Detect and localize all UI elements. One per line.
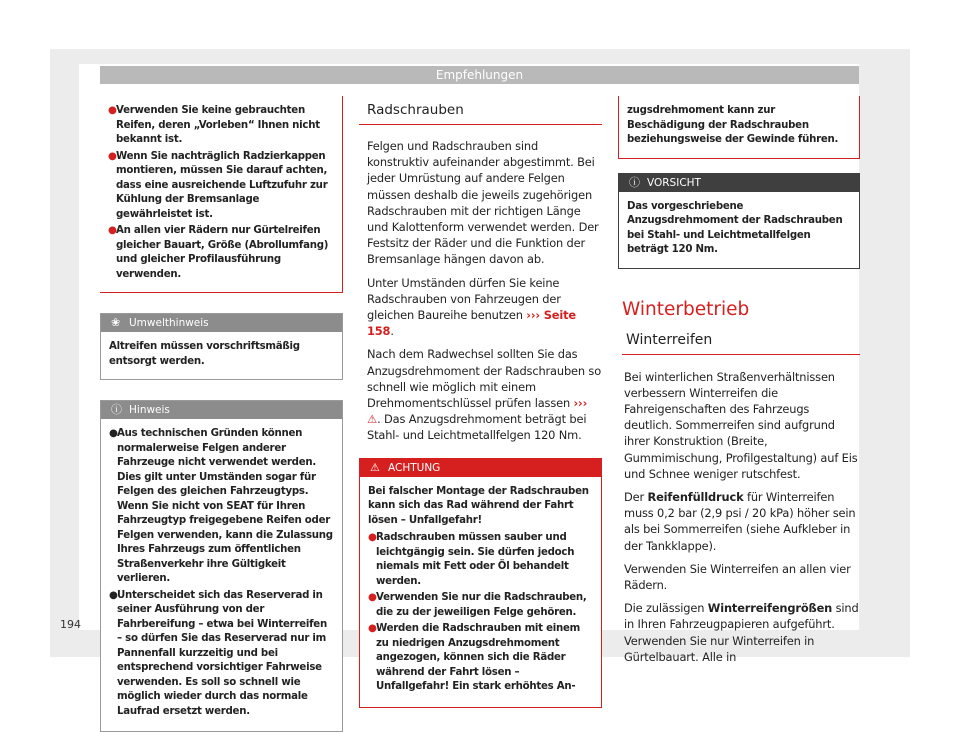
list-item: ● Werden die Radschrauben mit einem zu niedrigen Anzugsdrehmoment angezogen, können sich die Räder während der Fahrt lösen – Unfallgefahr! Ein stark erhöhtes An- [368,623,581,693]
warning-continuation-box [100,96,343,293]
list-item: ● Wenn Sie nachträglich Radzierkappen montieren, müssen Sie darauf achten, dass eine ausreichende Luftzufuhr zur Kühlung der Bremsanlage gewährleistet ist. [108,150,328,220]
continuation-text: zugsdrehmoment kann zur Beschädigung der Radschrauben beziehungsweise der Gewinde führen. [627,105,839,145]
paragraph: Nach dem Radwechsel sollten Sie das Anzugsdrehmoment der Radschrauben so schnell wie möglich mit einem Drehmomentschlüssel prüfen lassen ››› ⚠. Das Anzugsdrehmoment beträgt bei Stahl- und Leichtmetallfelgen 120 Nm. [367,347,602,443]
chapter-title: Winterbetrieb [622,298,750,320]
vorsicht-box [618,173,860,269]
winter-section [618,299,860,665]
paragraph: Die zulässigen Winterreifengrößen sind in Ihren Fahrzeugpapieren aufgeführt. Verwenden Sie nur Winterreifen in Gürtelbauart. Alle in [624,601,859,664]
bullet-icon: ● [109,428,118,439]
hinweis-header: ⓘ Hinweis [101,401,342,419]
bullet-icon: ● [368,592,377,604]
achtung-box [359,458,602,708]
column-3 [618,96,860,672]
section-title: Winterreifen [622,332,860,355]
bullet-icon: ● [108,150,117,162]
list-item: ● Aus technischen Gründen können normalerweise Felgen anderer Fahrzeuge nicht verwendet werden. Dies gilt unter Umständen sogar für Felgen des gleichen Fahrzeugtyps. Wenn Sie nicht von SEAT für Ihren Fahrzeugtyp freigegebene Reifen oder Felgen verwenden, kann die Zulassung Ihres Fahrzeugs zum öffentlichen Straßenverkehr ihre Gültigkeit verlieren. [109,428,333,584]
column-1 [100,96,343,732]
vorsicht-text: Das vorgeschriebene Anzugsdrehmoment der Radschrauben bei Stahl- und Leichtmetallfelgen beträgt 120 Nm. [627,200,843,255]
list-item: ● Verwenden Sie keine gebrauchten Reifen, deren „Vorleben“ Ihnen nicht bekannt ist. [108,105,320,145]
paragraph: Unter Umständen dürfen Sie keine Radschrauben von Fahrzeugen der gleichen Baureihe benutzen ››› Seite 158. [367,275,576,339]
list-item: ● Verwenden Sie nur die Radschrauben, die zu der jeweiligen Felge gehören. [368,592,587,618]
bullet-icon: ● [368,532,377,544]
umwelt-header: ❀ Umwelthinweis [101,314,342,332]
warning-continuation-box [618,96,860,159]
exclamation-circle-icon: ⓘ [629,175,640,189]
paragraph: Bei winterlichen Straßenverhältnissen verbessern Winterreifen die Fahreigenschaften des Fahrzeugs deutlich. Sommerreifen sind aufgrund ihrer Konstruktion (Breite, Gummimischung, Profilgestaltung) auf Eis und Schnee weniger rutschfest. [624,369,858,481]
section-body [622,369,860,665]
achtung-intro: Bei falscher Montage der Radschrauben kann sich das Rad während der Fahrt lösen – Unfallgefahr! [368,485,589,526]
bullet-icon: ● [108,105,117,116]
list-item: ● Radschrauben müssen sauber und leichtgängig sein. Sie dürfen jedoch niemals mit Fett oder Öl behandelt werden. [368,532,575,587]
bullet-icon: ● [108,225,117,236]
section-title: Radschrauben [359,96,602,125]
column-2 [359,96,602,708]
warning-triangle-icon: ⚠ [367,412,378,427]
paragraph: Felgen und Radschrauben sind konstruktiv aufeinander abgestimmt. Bei jeder Umrüstung auf andere Felgen müssen deshalb die jeweils zugehörigen Radschrauben mit der richtigen Länge und Kalottenform verwendet werden. Der Festsitz der Räder und die Funktion der Bremsanlage hängen davon ab. [367,139,599,267]
reference-link[interactable]: ››› [573,396,588,411]
section-body [359,125,602,444]
page-reference-link[interactable]: ››› Seite 158 [367,308,576,339]
list-item: ● Unterscheidet sich das Reserverad in seiner Ausführung von der Fahrbereifung – etwa bei Winterreifen – so dürfen Sie das Reserverad nur im Pannenfall kurzzeitig und bei entsprechend vorsichtiger Fahrweise verwenden. Es soll so schnell wie möglich wieder durch das normale Laufrad ersetzt werden. [109,589,327,717]
umwelt-box [100,313,343,380]
info-icon: ⓘ [111,403,122,416]
paragraph: Der Reifenfülldruck für Winterreifen muss 0,2 bar (2,9 psi / 20 kPa) höher sein als bei Sommerreifen (siehe Aufkleber in der Tankklappe). [624,489,856,553]
paragraph: Verwenden Sie Winterreifen an allen vier Rädern. [624,561,851,592]
achtung-header: ⚠ ACHTUNG [360,459,601,477]
hinweis-box [100,400,343,732]
leaf-icon: ❀ [111,316,121,329]
page-number: 194 [60,618,81,631]
umwelt-text: Altreifen müssen vorschriftsmäßig entsorgt werden. [109,341,300,367]
bullet-icon: ● [109,589,118,601]
warning-triangle-icon: ⚠ [370,460,380,474]
bullet-icon: ● [368,623,377,635]
page-header: Empfehlungen [100,66,859,84]
vorsicht-header: ⓘ VORSICHT [619,174,859,192]
list-item: ● An allen vier Rädern nur Gürtelreifen gleicher Bauart, Größe (Abrollumfang) und gleicher Profilausführung verwenden. [108,225,329,280]
